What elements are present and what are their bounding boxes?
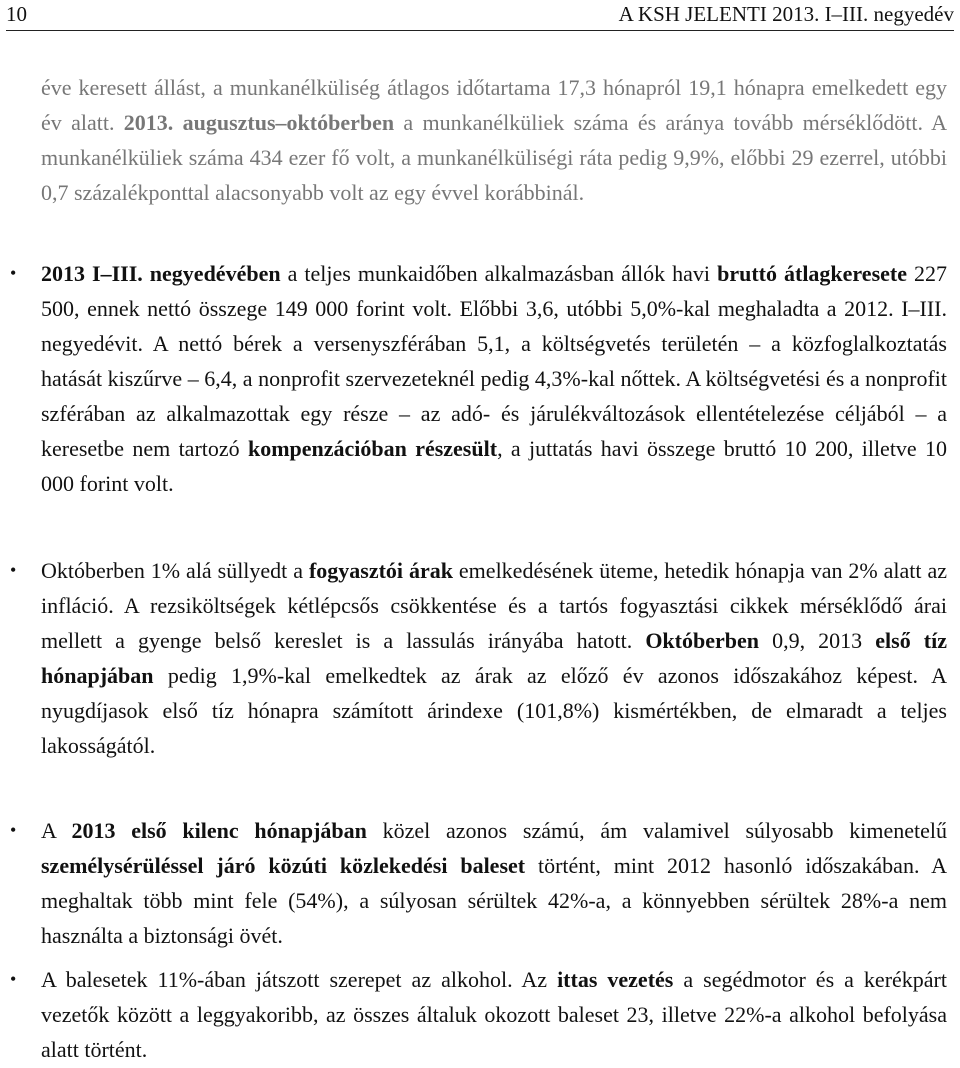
text-run: 227 500, ennek nettó összege 149 000 forint volt. Előbbi 3,6, utóbbi 5,0%-kal meghaladta a 2012. I–III. negyedévit. A nettó bérek a versenyszférában 5,1, a költségvetés területén – a közfoglalkoztatás hatását kiszűrve – 6,4, a nonprofit szervezeteknél pedig 4,3%-kal nőttek. A költségvetési és a nonprofit szférában az alkalmazottak egy része – az adó- és járulékváltozások ellentételezése céljából – a keresetbe nem tartozó: [41, 261, 948, 461]
earnings-paragraph: [41, 256, 947, 501]
emphasized-text: bruttó átlagkeresete: [717, 261, 907, 286]
text-run: emelkedésének üteme, hetedik hónapja van 2% alatt az infláció. A rezsiköltségek kétlépcsős csökkentése és a tartós fogyasztási cikkek mérséklődő árai mellett a gyenge belső kereslet is a lassulás irányába hatott.: [41, 558, 947, 653]
text-run: éve keresett állást, a munkanélküliség átlagos időtartama 17,3 hónapról 19,1 hónapra emelkedett egy év alatt.: [41, 75, 947, 135]
bullet-icon: •: [10, 263, 17, 283]
header-rule: [6, 30, 954, 31]
page-number: 10: [6, 2, 27, 26]
emphasized-text: első tíz hónapjában: [41, 628, 947, 688]
emphasized-text: személysérüléssel járó közúti közlekedési baleset: [41, 853, 526, 878]
text-run: a teljes munkaidőben alkalmazásban állók havi: [280, 261, 718, 286]
emphasized-text: fogyasztói árak: [308, 558, 453, 583]
text-run: , a juttatás havi összege bruttó 10 200, illetve 10 000 forint volt.: [41, 436, 948, 496]
text-run: 0,9, 2013: [759, 628, 876, 653]
road-accidents-paragraph: [41, 813, 947, 953]
emphasized-text: 2013 első kilenc hónapjában: [71, 818, 367, 843]
emphasized-text: kompenzációban részesült: [247, 436, 498, 461]
bullet-icon: •: [10, 820, 17, 840]
page-header: [6, 0, 954, 30]
text-run: a munkanélküliek száma és aránya tovább mérséklődött. A munkanélküliek száma 434 ezer fő volt, a munkanélküliségi ráta pedig 9,9%, előbbi 29 ezerrel, utóbbi 0,7 százalékponttal alacsonyabb volt az egy évvel korábbinál.: [41, 110, 948, 205]
text-run: pedig 1,9%-kal emelkedtek az árak az előző év azonos időszakához képest. A nyugdíjasok első tíz hónapra számított árindexe (101,8%) kismértékben, de elmaradt a teljes lakosságától.: [41, 663, 947, 758]
text-run: történt, mint 2012 hasonló időszakában. A meghaltak több mint fele (54%), a súlyosan sérültek 42%-a, a könnyebben sérültek 28%-a nem használta a biztonsági övét.: [41, 853, 948, 948]
text-run: A balesetek 11%-ában játszott szerepet az alkohol. Az: [41, 967, 558, 992]
emphasized-text: 2013 I–III. negyedévében: [41, 261, 281, 286]
bullet-icon: •: [10, 969, 17, 989]
bullet-icon: •: [10, 560, 17, 580]
intro-paragraph: [41, 70, 947, 210]
text-run: A: [41, 818, 72, 843]
text-run: közel azonos számú, ám valamivel súlyosabb kimenetelű: [366, 818, 947, 843]
emphasized-text: 2013. augusztus–októberben: [123, 110, 395, 135]
text-run: Októberben 1% alá süllyedt a: [41, 558, 309, 583]
drunk-driving-paragraph: [41, 962, 947, 1067]
emphasized-text: Októberben: [645, 628, 759, 653]
report-title: A KSH JELENTI 2013. I–III. negyedév: [618, 2, 954, 26]
consumer-prices-paragraph: [41, 553, 947, 763]
text-run: a segédmotor és a kerékpárt vezetők között a leggyakoribb, az összes általuk okozott baleset 23, illetve 22%-a alkohol befolyása alatt történt.: [41, 967, 947, 1062]
emphasized-text: ittas vezetés: [557, 967, 674, 992]
